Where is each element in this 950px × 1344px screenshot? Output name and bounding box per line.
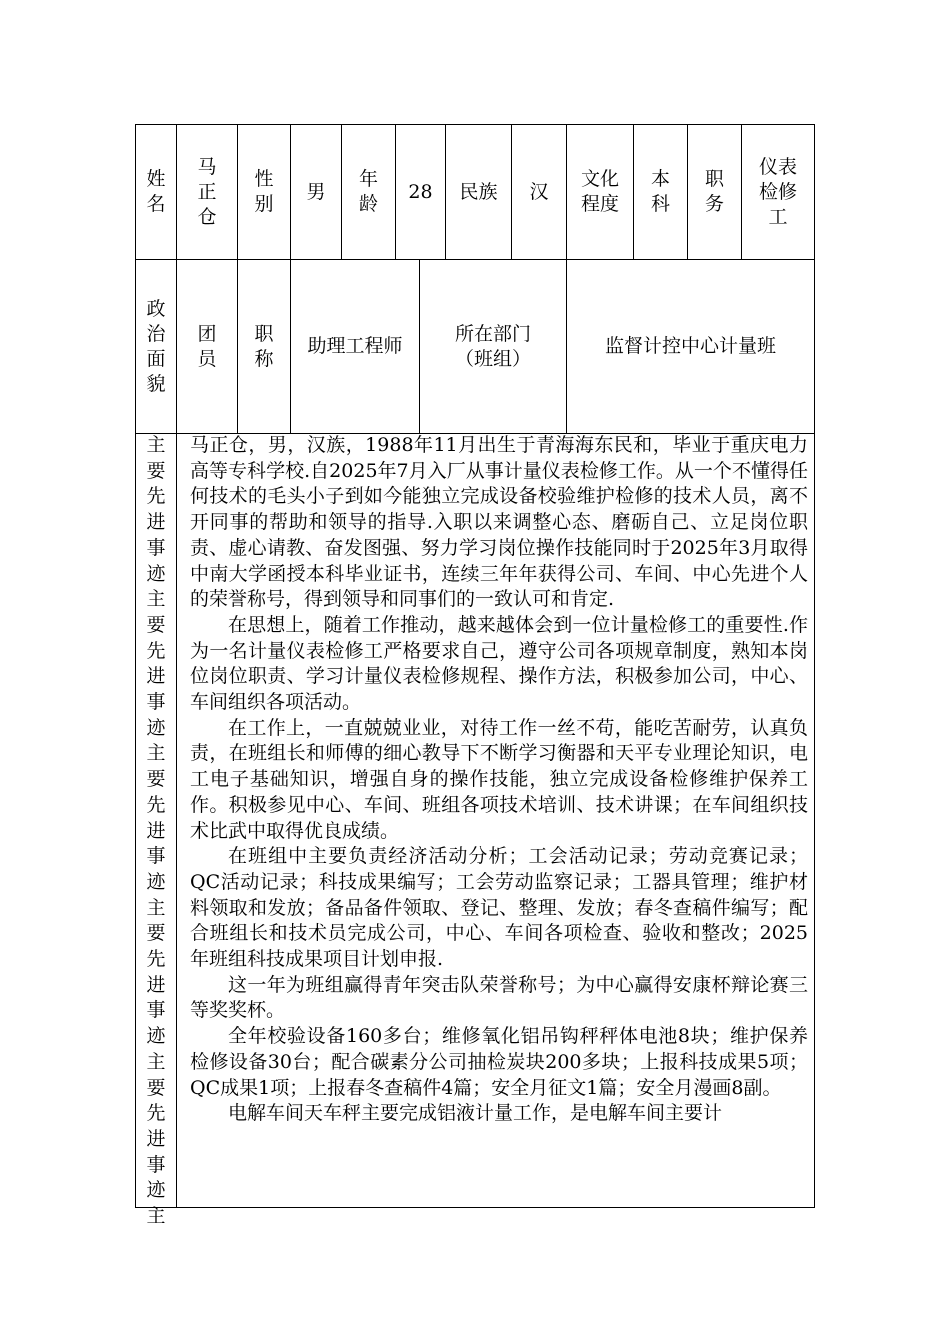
ethnicity-value: 汉 bbox=[529, 180, 549, 203]
gender-value: 男 bbox=[306, 180, 326, 203]
age-label: 年龄 bbox=[359, 168, 379, 215]
position-value: 仪表检修工 bbox=[759, 155, 798, 228]
paragraph: 在工作上，一直兢兢业业，对待工作一丝不苟，能吃苦耐劳，认真负责，在班组长和师傅的细心教导下不断学习衡器和天平专业理论知识，电工电子基础知识，增强自身的操作技能，独立完成设备检修维护保养工作。积极参见中心、车间、班组各项技术培训、技术讲课；在车间组织技术比武中取得优良成绩。 bbox=[190, 716, 808, 842]
paragraph: 在班组中主要负责经济活动分析；工会活动记录；劳动竞赛记录；QC活动记录；科技成果编写；工会劳动监察记录；工器具管理；维护材料领取和发放；备品备件领取、登记、整理、发放；春冬查稿件编写；配合班组长和技术员完成公司，中心、车间各项检查、验收和整改；2025年班组科技成果项目计划申报. bbox=[190, 845, 808, 971]
education-label: 文化程度 bbox=[581, 168, 620, 215]
name-value: 马正仓 bbox=[197, 155, 217, 228]
dept-label: 所在部门（班组） bbox=[454, 322, 531, 370]
political-label: 政治面貌 bbox=[146, 297, 166, 395]
achievements-label: 主要先进事迹主要先进事迹主要先进事迹主要先进事迹主要先进事迹主 bbox=[146, 434, 166, 1228]
education-value: 本科 bbox=[651, 168, 671, 215]
name-label: 姓名 bbox=[146, 168, 166, 215]
position-label: 职务 bbox=[705, 168, 725, 215]
achievements-text bbox=[190, 433, 808, 1127]
paragraph: 在思想上，随着工作推动，越来越体会到一位计量检修工的重要性.作为一名计量仪表检修工严格要求自己，遵守公司各项规章制度，熟知本岗位岗位职责、学习计量仪表检修规程、操作方法，积极参加公司，中心、车间组织各项活动。 bbox=[190, 613, 808, 714]
political-value: 团员 bbox=[197, 322, 217, 370]
ethnicity-label: 民族 bbox=[459, 180, 498, 203]
paragraph: 这一年为班组赢得青年突击队荣誉称号；为中心赢得安康杯辩论赛三等奖奖杯。 bbox=[190, 973, 808, 1022]
gender-label: 性别 bbox=[254, 168, 274, 215]
dept-value: 监督计控中心计量班 bbox=[604, 335, 776, 357]
title-label: 职称 bbox=[254, 322, 274, 370]
paragraph: 马正仓，男，汉族，1988年11月出生于青海海东民和，毕业于重庆电力高等专科学校.自2025年7月入厂从事计量仪表检修工作。从一个不懂得任何技术的毛头小子到如今能独立完成设备校验维护检修的技术人员，离不开同事的帮助和领导的指导.入职以来调整心态、磨砺自己、立足岗位职责、虚心请教、奋发图强、努力学习岗位操作技能同时于2025年3月取得中南大学函授本科毕业证书，连续三年年获得公司、车间、中心先进个人的荣誉称号，得到领导和同事们的一致认可和肯定. bbox=[190, 434, 808, 611]
age-value: 28 bbox=[408, 180, 433, 203]
title-value: 助理工程师 bbox=[307, 335, 403, 357]
paragraph: 电解车间天车秤主要完成铝液计量工作，是电解车间主要计 bbox=[228, 1102, 723, 1125]
paragraph: 全年校验设备160多台；维修氧化铝吊钩秤秤体电池8块；维护保养检修设备30台；配合碳素分公司抽检炭块200多块；上报科技成果5项；QC成果1项；上报春冬查稿件4篇；安全月征文1篇；安全月漫画8副。 bbox=[190, 1025, 808, 1099]
